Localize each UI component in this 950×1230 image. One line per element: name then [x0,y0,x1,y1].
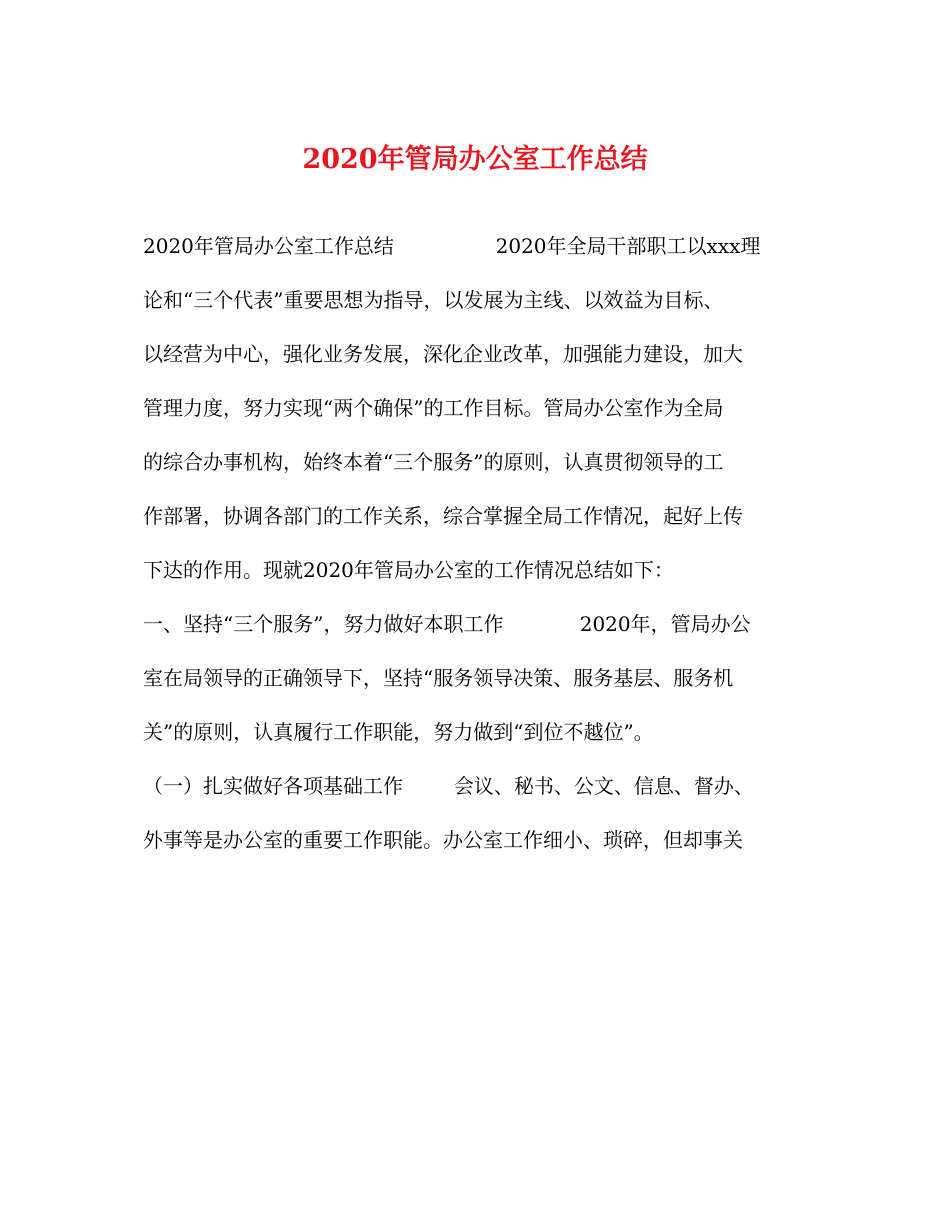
subsection-heading-line: （一）扎实做好各项基础工作 会议、秘书、公文、信息、督办、 [143,774,754,798]
section-heading-line: 一、坚持“三个服务”，努力做好本职工作 2020年，管局办公 [143,612,751,636]
document-title: 2020年管局办公室工作总结 [302,144,648,175]
body-line: 下达的作用。现就2020年管局办公室的工作情况总结如下： [143,558,674,582]
document-body [143,226,823,874]
body-line: 外事等是办公室的重要工作职能。办公室工作细小、琐碎，但却事关 [143,828,743,852]
body-line: 关”的原则，认真履行工作职能，努力做到“到位不越位”。 [143,720,654,744]
body-line: 2020年管局办公室工作总结 2020年全局干部职工以xxx理 [143,234,761,258]
body-line: 的综合办事机构，始终本着“三个服务”的原则，认真贯彻领导的工 [143,450,724,474]
body-line: 室在局领导的正确领导下，坚持“服务领导决策、服务基层、服务机 [143,666,734,690]
body-line: 论和“三个代表”重要思想为指导，以发展为主线、以效益为目标、 [143,288,724,312]
body-line: 作部署，协调各部门的工作关系，综合掌握全局工作情况，起好上传 [143,504,743,528]
body-line: 以经营为中心，强化业务发展，深化企业改革，加强能力建设，加大 [143,342,743,366]
body-line: 管理力度，努力实现“两个确保”的工作目标。管局办公室作为全局 [143,396,724,420]
